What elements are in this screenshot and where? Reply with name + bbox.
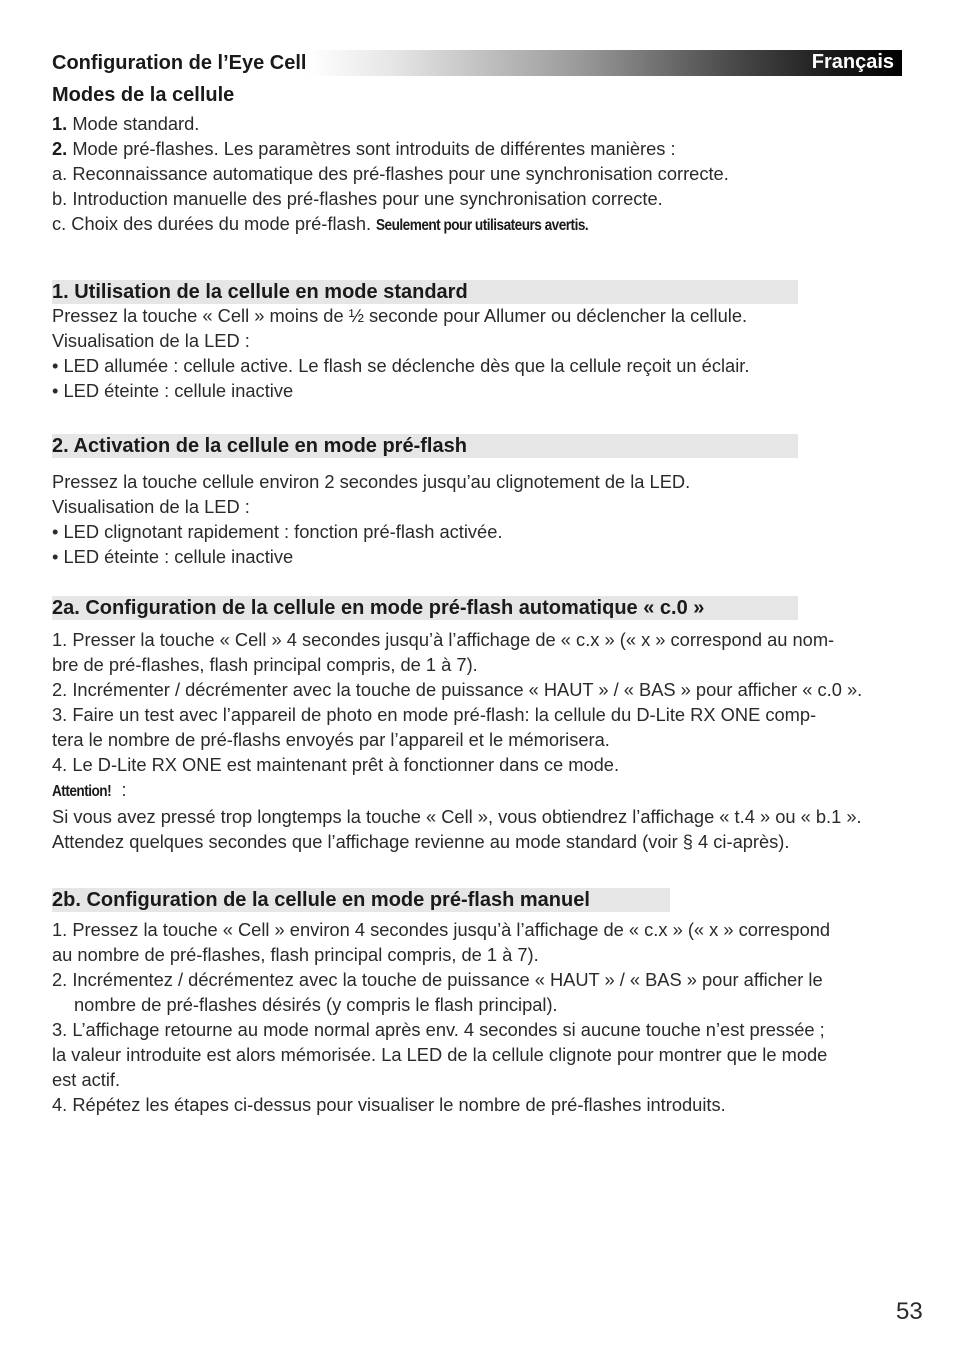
page-header-bar bbox=[52, 50, 902, 76]
section-1-body bbox=[52, 303, 907, 403]
section-heading-2a: 2a. Configuration de la cellule en mode pré-flash automatique « c.0 » bbox=[52, 596, 798, 620]
section-2-body bbox=[52, 469, 907, 569]
text-line: • LED éteinte : cellule inactive bbox=[52, 380, 294, 401]
text-line: 1. Pressez la touche « Cell » environ 4 secondes jusqu’à l’affichage de « c.x » (« x » correspond bbox=[52, 919, 831, 940]
item-number: 2. bbox=[52, 138, 68, 159]
text-line: tera le nombre de pré-flashs envoyés par l’appareil et le mémorisera. bbox=[52, 729, 610, 750]
text-line: Pressez la touche « Cell » moins de ½ seconde pour Allumer ou déclencher la cellule. bbox=[52, 305, 748, 326]
text-line: • LED éteinte : cellule inactive bbox=[52, 546, 294, 567]
page-number: 53 bbox=[896, 1298, 923, 1325]
text-line: 4. Le D-Lite RX ONE est maintenant prêt à fonctionner dans ce mode. bbox=[52, 754, 620, 775]
modes-list bbox=[52, 111, 907, 238]
section-2a-body bbox=[52, 627, 907, 854]
attention-colon: : bbox=[121, 779, 127, 800]
text-line: 4. Répétez les étapes ci-dessus pour visualiser le nombre de pré-flashes introduits. bbox=[52, 1094, 726, 1115]
modes-item-c bbox=[52, 211, 907, 238]
item-number: 1. bbox=[52, 113, 68, 134]
text-line: 2. Incrémentez / décrémentez avec la touche de puissance « HAUT » / « BAS » pour afficher le bbox=[52, 969, 823, 990]
section-heading-2: 2. Activation de la cellule en mode pré-flash bbox=[52, 434, 798, 458]
language-label: Français bbox=[811, 51, 894, 73]
advanced-note: Seulement pour utilisateurs avertis. bbox=[376, 217, 589, 234]
section-2b-body bbox=[52, 917, 907, 1117]
section-heading-2b: 2b. Configuration de la cellule en mode pré-flash manuel bbox=[52, 888, 670, 912]
text-line: 3. L’affichage retourne au mode normal après env. 4 secondes si aucune touche n’est pressée ; bbox=[52, 1019, 825, 1040]
text-line: au nombre de pré-flashes, flash principal compris, de 1 à 7). bbox=[52, 944, 539, 965]
text-line: Visualisation de la LED : bbox=[52, 496, 250, 517]
text-line: Attendez quelques secondes que l’affichage revienne au mode standard (voir § 4 ci-après). bbox=[52, 831, 790, 852]
text-line: • LED allumée : cellule active. Le flash se déclenche dès que la cellule reçoit un éclair. bbox=[52, 355, 750, 376]
text-line: la valeur introduite est alors mémorisée. La LED de la cellule clignote pour montrer que le mode bbox=[52, 1044, 828, 1065]
text-line: 2. Incrémenter / décrémenter avec la touche de puissance « HAUT » / « BAS » pour afficher « c.0 ». bbox=[52, 679, 863, 700]
item-text: c. Choix des durées du mode pré-flash. bbox=[52, 213, 377, 234]
modes-item-b: b. Introduction manuelle des pré-flashes pour une synchronisation correcte. bbox=[52, 188, 663, 209]
modes-item-a: a. Reconnaissance automatique des pré-flashes pour une synchronisation correcte. bbox=[52, 163, 729, 184]
modes-item-2 bbox=[52, 136, 907, 161]
attention-label: Attention! bbox=[52, 783, 112, 800]
text-line: Visualisation de la LED : bbox=[52, 330, 250, 351]
text-line: Pressez la touche cellule environ 2 secondes jusqu’au clignotement de la LED. bbox=[52, 471, 691, 492]
text-line: Si vous avez pressé trop longtemps la touche « Cell », vous obtiendrez l’affichage « t.4 » ou « b.1 ». bbox=[52, 806, 862, 827]
item-text: Mode standard. bbox=[67, 113, 200, 134]
text-line: 3. Faire un test avec l’appareil de photo en mode pré-flash: la cellule du D-Lite RX ONE comp- bbox=[52, 704, 817, 725]
item-text: Mode pré-flashes. Les paramètres sont introduits de différentes manières : bbox=[67, 138, 676, 159]
section-heading-1: 1. Utilisation de la cellule en mode standard bbox=[52, 280, 798, 304]
text-line: est actif. bbox=[52, 1069, 121, 1090]
attention-line bbox=[52, 777, 907, 804]
text-line: 1. Presser la touche « Cell » 4 secondes jusqu’à l’affichage de « c.x » (« x » correspond au nom- bbox=[52, 629, 835, 650]
text-line: bre de pré-flashes, flash principal compris, de 1 à 7). bbox=[52, 654, 478, 675]
text-line: • LED clignotant rapidement : fonction pré-flash activée. bbox=[52, 521, 503, 542]
page-header-title: Configuration de l’Eye Cell bbox=[52, 52, 307, 74]
modes-heading: Modes de la cellule bbox=[52, 84, 235, 106]
text-line: nombre de pré-flashes désirés (y compris le flash principal). bbox=[74, 994, 558, 1015]
modes-item-1 bbox=[52, 111, 907, 136]
